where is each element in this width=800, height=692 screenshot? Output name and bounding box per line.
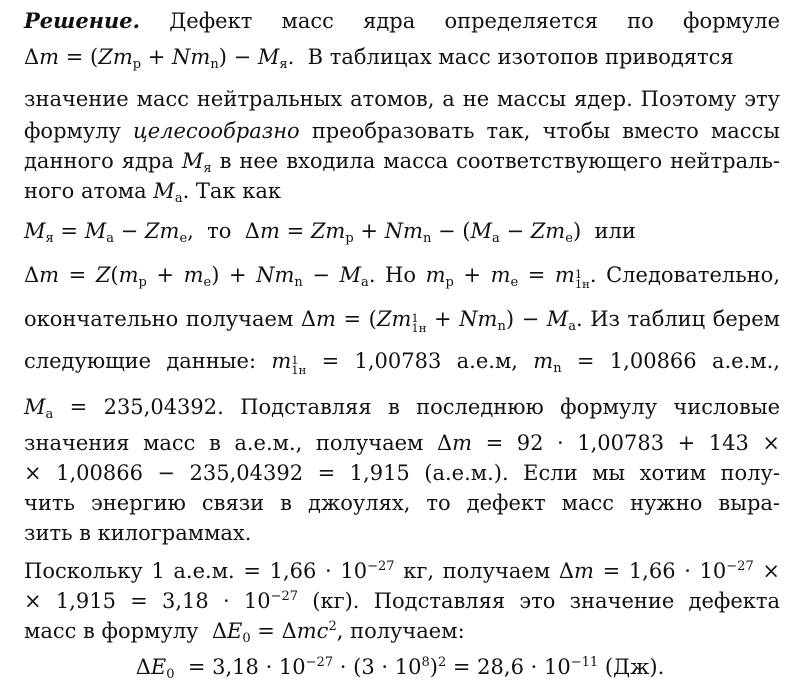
line-9: окончательно получаем Δm = (Zm1 $1н + Nm_n) - M_а$. Из таблиц берем — [24, 307, 781, 336]
line-14: чить энергию связи в джоулях, то дефект масс нужно выра- — [24, 491, 780, 515]
line-2: $\Delta m = (Zm_p + Nm_n) - M_я$. В таблицах масс изотопов приводятся — [24, 45, 734, 72]
line-16: Поскольку 1 а.е.м. = $1,66 \cdot 10^{-27}$ кг, получаем $\Delta m = 1,66 \cdot 10^{-27}$ × — [24, 559, 780, 583]
line-19-final-formula: $\Delta E_0 = 3,18 \cdot 10^{-27} \cdot (3 \cdot 10^8)^2 = 28,6 \cdot 10^{-11}$ (Дж). — [135, 655, 665, 682]
line-6: ного атома $M_а$. Так как — [24, 179, 282, 206]
line-8: $\Delta m = Z(m_p + m_e) + Nm_n - M_а$. Но $m_p + m_e = m1$ 1н. Следовательно, — [24, 263, 780, 292]
formula-mass-defect: $\Delta m = (Zm_p + Nm_n) - M_я$. — [24, 45, 295, 72]
line-17: × $1,915 = 3,18 \cdot 10^{-27}$ (кг). Подставляя это значение дефекта — [24, 589, 781, 613]
line-15: зить в килограммах. — [24, 521, 252, 545]
line-5: данного ядра $M_я$ в нее входила масса соответствующего нейтраль- — [24, 149, 780, 176]
line-18: масс в формулу $\Delta E_0 = \Delta mc^2$, получаем: — [24, 619, 465, 646]
line-13: × 1,00866 − 235,04392 = 1,915 (а.е.м.). Если мы хотим полу- — [24, 461, 780, 485]
line-7: $M_я = M_а - Zm_e$, то $\Delta m = Zm_p + Nm_n - (M_а - Zm_e)$ или — [24, 219, 636, 246]
line-11: $M_а = 235,04392$. Подставляя в последнюю формулу числовые — [24, 395, 780, 422]
line-4: формулу целесообразно преобразовать так, чтобы вместо массы — [24, 119, 780, 143]
line-1: Решение. Дефект масс ядра определяется по формуле — [24, 8, 780, 33]
line-10: следующие данные: m1 1н = 1,00783 а.е.м, $m_n = 1,00866$ а.е.м., — [24, 349, 780, 378]
line-12: значения масс в а.е.м., получаем Δm = 92 · 1,00783 + 143 × — [24, 431, 780, 455]
solution-heading: Решение. — [24, 8, 140, 33]
line-3: значение масс нейтральных атомов, а не массы ядер. Поэтому эту — [24, 87, 780, 111]
